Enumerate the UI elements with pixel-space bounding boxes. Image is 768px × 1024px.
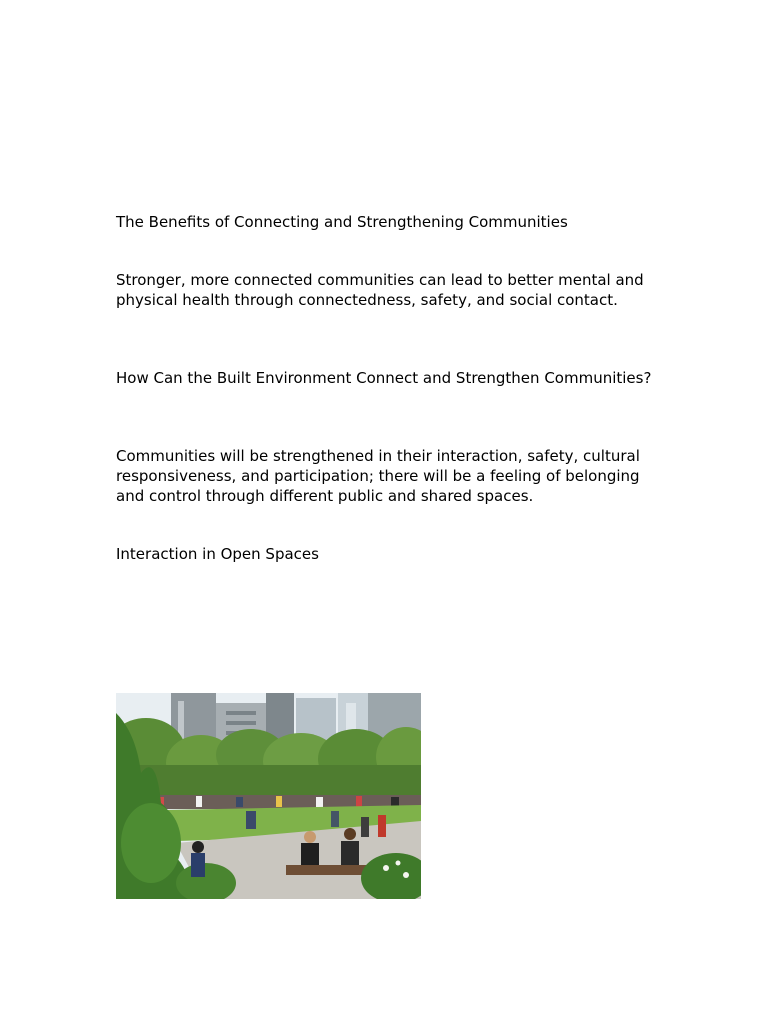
section-heading-built-environment: How Can the Built Environment Connect and Strengthen Communities? xyxy=(116,369,652,387)
paragraph-built-environment: Communities will be strengthened in their interaction, safety, cultural responsiveness, and participation; there will be a feeling of belonging and control through different public and shared spaces. xyxy=(116,447,640,505)
paragraph-benefits: Stronger, more connected communities can lead to better mental and physical health through connectedness, safety, and social contact. xyxy=(116,271,644,309)
park-photo xyxy=(116,693,421,899)
section-heading-open-spaces: Interaction in Open Spaces xyxy=(116,545,319,563)
park-photo-illustration xyxy=(116,693,421,899)
section-heading-benefits: The Benefits of Connecting and Strengthening Communities xyxy=(116,213,568,231)
